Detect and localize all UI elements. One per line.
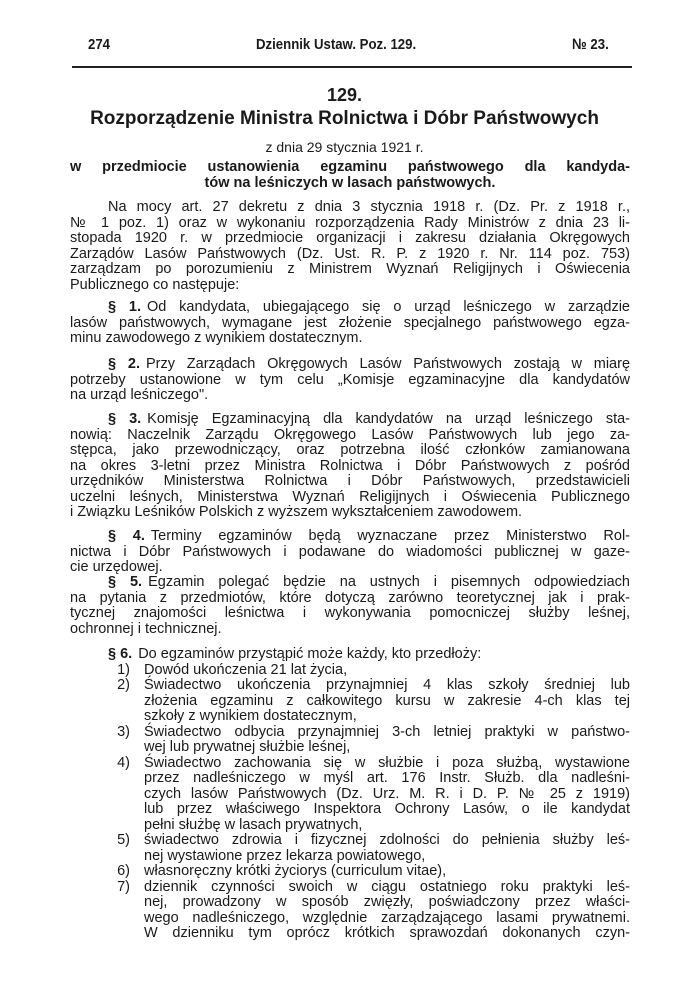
text-line: w przedmiocie ustanowienia egzaminu państwowego dla kandyda- bbox=[70, 159, 630, 175]
journal-title: Dziennik Ustaw. Poz. 129. bbox=[256, 36, 417, 53]
list-item bbox=[70, 663, 630, 679]
list-number: 3) bbox=[117, 723, 130, 740]
section-label: § 1. bbox=[108, 299, 141, 315]
text-line: nej wystawione przez lekarza powiatowego, bbox=[144, 847, 426, 864]
text-line: lasów państwowych, wymagane jest złożenie specjalnego państwowego egza- bbox=[70, 314, 630, 331]
section-label: § 2. bbox=[108, 356, 140, 372]
list-item bbox=[70, 756, 630, 834]
section-6 bbox=[70, 647, 630, 942]
text-line: wej lub prywatnej służbie leśnej, bbox=[144, 739, 351, 755]
text-line: szkoły z wynikiem dostatecznym, bbox=[144, 708, 357, 724]
text-line: na urząd leśniczego". bbox=[70, 387, 209, 403]
text-line: ochronnej i technicznej. bbox=[70, 620, 222, 637]
text-line: Dowód ukończenia 21 lat życia, bbox=[144, 661, 348, 678]
list-item bbox=[70, 725, 630, 756]
text-line: tycznej znajomości leśnictwa i wykonywania pomocniczej służby leśnej, bbox=[70, 605, 630, 621]
section-label: § 5. bbox=[108, 574, 143, 590]
list-number: 7) bbox=[117, 878, 130, 895]
text-line: uczelni leśnych, Ministerstwa Wyznań Religijnych i Oświecenia Publicznego bbox=[70, 488, 630, 505]
section-4 bbox=[70, 529, 630, 576]
section-1 bbox=[70, 300, 630, 347]
text-line bbox=[70, 529, 630, 545]
header-rule bbox=[72, 66, 632, 68]
text-line: lub przez właściwego Inspektora Ochrony Lasów, o ile kandydat bbox=[144, 801, 630, 817]
list-number: 6) bbox=[117, 863, 130, 879]
section-3 bbox=[70, 412, 630, 521]
document-title: Rozporządzenie Ministra Rolnictwa i Dóbr Państwowych bbox=[90, 108, 599, 129]
text-line: złożenia egzaminu z całkowitego kursu w zakresie 4-ch klas tej bbox=[144, 692, 630, 709]
text-line: czych lasów Państwowych (Dz. Urz. M. R. i D. P. № 25 z 1919) bbox=[144, 785, 630, 802]
text-line: stopada 1920 r. w przedmiocie organizacji i zakresu działania Okręgowych bbox=[70, 230, 630, 246]
text-line: stępca, jako przewodniczący, oraz potrzebna ilość członków zamianowana bbox=[70, 442, 630, 458]
section-6-intro bbox=[70, 647, 630, 663]
text-line: pełni służbę w lasach prywatnych, bbox=[144, 816, 363, 833]
text-line: W dzienniku tym oprócz krótkich sprawozdań dokonanych czyn- bbox=[144, 925, 630, 941]
section-label: § 6. bbox=[108, 646, 133, 662]
text-line: Zarządów Lasów Państwowych (Dz. Ust. R. P. z 1920 r. Nr. 114 poz. 753) bbox=[70, 245, 630, 262]
text-line: na okres 3-letni przez Ministra Rolnictwa i Dóbr Państwowych z pośród bbox=[70, 457, 630, 474]
text-line: własnoręczny krótki życiorys (curriculum vitae), bbox=[144, 863, 447, 879]
section-label: § 3. bbox=[108, 411, 142, 427]
text-line: Na mocy art. 27 dekretu z dnia 3 stycznia 1918 r. (Dz. Pr. z 1918 r., bbox=[108, 199, 630, 215]
section-label: § 4. bbox=[108, 528, 145, 544]
text-line: № 1 poz. 1) oraz w wykonaniu rozporządzenia Rady Ministrów z dnia 23 li- bbox=[70, 214, 630, 231]
text-line: przez nadleśniczego w myśl art. 176 Instr. Służb. dla nadleśni- bbox=[144, 770, 630, 786]
preamble bbox=[70, 200, 630, 293]
section-text: Komisję Egzaminacyjną dla kandydatów na urząd leśniczego sta- bbox=[147, 411, 630, 427]
document-date: z dnia 29 stycznia 1921 r. bbox=[265, 139, 424, 155]
text-line: wego nadleśniczego, względnie zarządzającego lasami prywatnemi. bbox=[144, 909, 630, 926]
section-text: Do egzaminów przystąpić może każdy, kto przedłoży: bbox=[138, 646, 482, 662]
section-text: Przy Zarządach Okręgowych Lasów Państwowych zostają w miarę bbox=[145, 356, 631, 372]
section-text: Egzamin polegać będzie na ustnych i pisemnych odpowiedziach bbox=[148, 574, 630, 590]
text-line: potrzeby ustanowione w tym celu „Komisje egzaminacyjne dla kandydatów bbox=[70, 371, 630, 388]
list-item bbox=[70, 880, 630, 942]
text-line: na pytania z przedmiotów, które dotyczą zarówno teoretycznej jak i prak- bbox=[70, 589, 630, 606]
text-line bbox=[70, 575, 630, 591]
list-number: 4) bbox=[117, 754, 130, 771]
page-number: 274 bbox=[88, 36, 111, 53]
text-line: i Związku Leśników Polskich z wyższem wykształceniem zawodowem. bbox=[70, 504, 523, 520]
list-item bbox=[70, 833, 630, 864]
text-line: nej, prowadzony w sposób zwięzły, poświadczony przez właści- bbox=[144, 894, 630, 910]
section-text: Od kandydata, ubiegającego się o urząd leśniczego w zarządzie bbox=[146, 299, 631, 315]
text-line: świadectwo zdrowia i fizycznej zdolności do pełnienia służby leś- bbox=[144, 832, 630, 848]
text-line: dziennik czynności swoich w ciągu ostatniego roku praktyki leś- bbox=[144, 878, 630, 895]
text-line bbox=[70, 412, 630, 428]
position-number: 129. bbox=[326, 85, 363, 105]
list-item bbox=[70, 864, 630, 880]
list-number: 2) bbox=[117, 677, 130, 693]
list-item bbox=[70, 678, 630, 725]
list-number: 5) bbox=[117, 832, 130, 848]
text-line bbox=[70, 357, 630, 373]
text-line: minu zawodowego z wynikiem dostatecznym. bbox=[70, 330, 363, 346]
section-2 bbox=[70, 357, 630, 404]
text-line: nowią: Naczelnik Zarządu Okręgowego Lasów Państwowych lub jego za- bbox=[70, 426, 630, 443]
section-5 bbox=[70, 575, 630, 637]
issue-number: № 23. bbox=[572, 36, 609, 53]
section-text: Terminy egzaminów będą wyznaczane przez Ministerstwo Rol- bbox=[150, 528, 631, 544]
text-line bbox=[70, 300, 630, 316]
subject bbox=[70, 160, 630, 191]
text-line: Świadectwo zachowania się w służbie i poza służbą, wystawione bbox=[144, 754, 630, 771]
text-line: urzędników Ministerstwa Rolnictwa i Dóbr Państwowych, przedstawicieli bbox=[70, 473, 630, 489]
text-line: Publicznego co następuje: bbox=[70, 276, 240, 293]
text-line: tów na leśniczych w lasach państwowych. bbox=[204, 174, 496, 191]
text-line: Świadectwo ukończenia przynajmniej 4 klas szkoły średniej lub bbox=[144, 677, 630, 693]
text-line: Świadectwo odbycia przynajmniej 3-ch letniej praktyki w państwo- bbox=[144, 723, 630, 740]
list-number: 1) bbox=[117, 661, 130, 678]
text-line: cie urzędowej. bbox=[70, 559, 163, 575]
text-line: nictwa i Dóbr Państwowych i podawane do wiadomości publicznej w gaze- bbox=[70, 543, 630, 560]
text-line: zarządzam po porozumieniu z Ministrem Wyznań Religijnych i Oświecenia bbox=[70, 261, 630, 277]
